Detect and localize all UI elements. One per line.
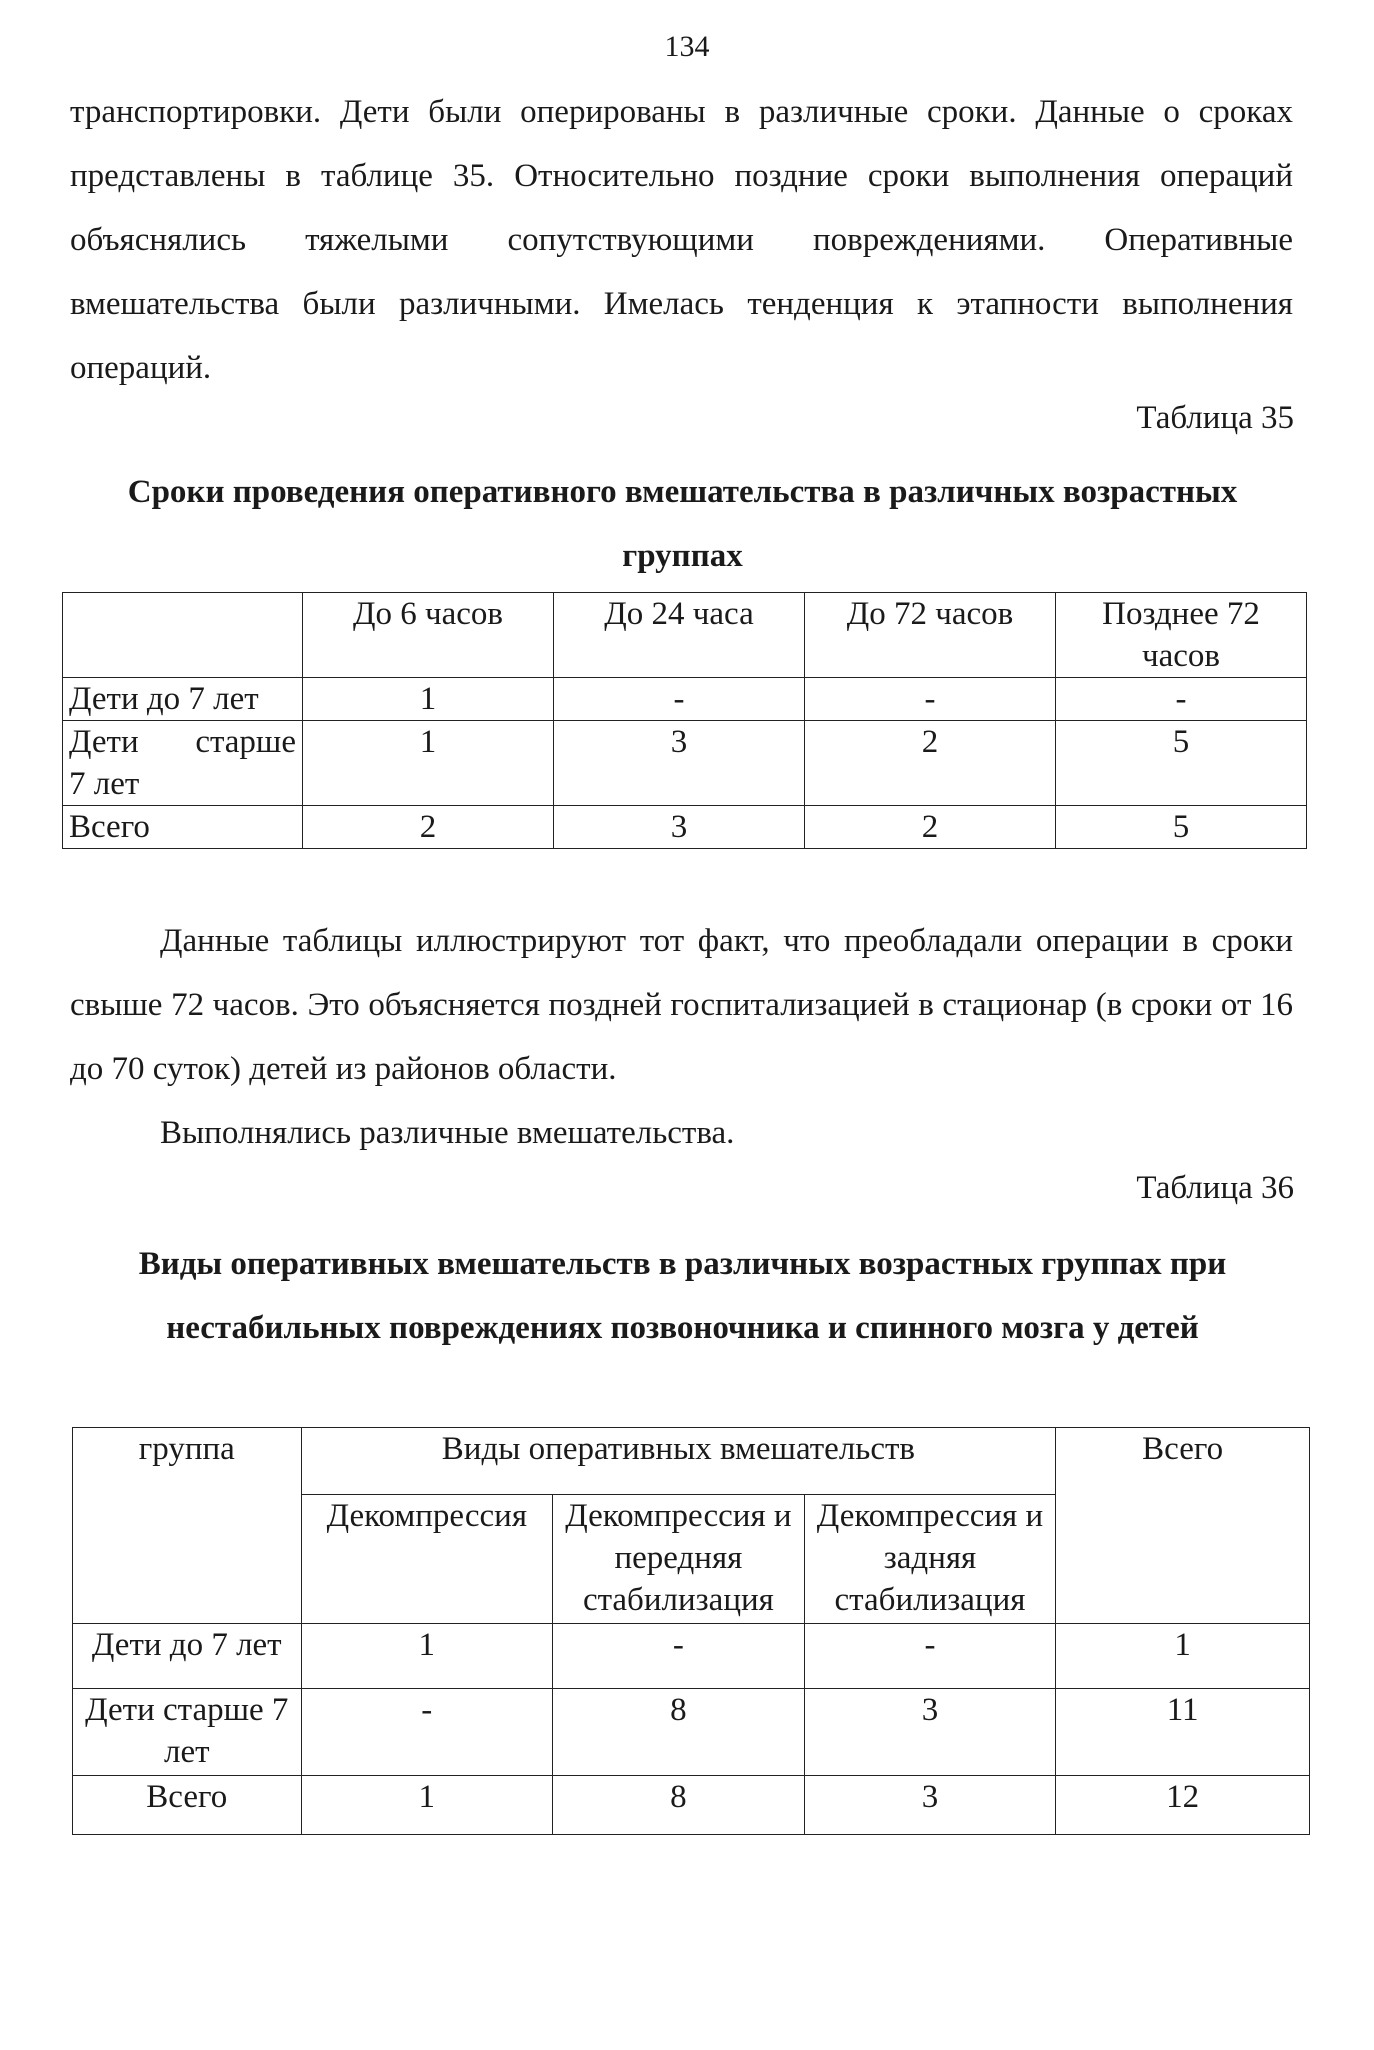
table-35-row <box>63 721 1307 806</box>
table-35-header-cell: Позднее 72 часов <box>1056 593 1307 678</box>
table-36-cell: 1 <box>1056 1624 1310 1689</box>
table-35-cell: 3 <box>554 721 805 806</box>
table-36-row <box>73 1624 1310 1689</box>
table-36-cell: 3 <box>804 1689 1056 1776</box>
table-35-cell: 2 <box>805 721 1056 806</box>
table-36-subheader-cell: Декомпрессия и передняя стабилизация <box>553 1495 805 1624</box>
paragraph-1: транспортировки. Дети были оперированы в различные сроки. Данные о сроках представлены в таблице 35. Относительно поздние сроки выполнения операций объяснялись тяжелыми сопутствующими повреждениями. Оперативные вмешательства были различными. Имелась тенденция к этапности выполнения операций. <box>70 94 1293 386</box>
table-35-row <box>63 806 1307 849</box>
table-36-cell: 8 <box>553 1689 805 1776</box>
table-35-cell: 3 <box>554 806 805 849</box>
paragraph-2: Данные таблицы иллюстрируют тот факт, что преобладали операции в сроки свыше 72 часов. Это объясняется поздней госпитализацией в стационар (в сроки от 16 до 70 суток) детей из районов области. <box>70 923 1293 1087</box>
table-36-row-label: Дети до 7 лет <box>73 1624 302 1689</box>
paragraph-3: Выполнялись различные вмешательства. <box>160 1115 735 1151</box>
table-36-cell: - <box>553 1624 805 1689</box>
table-36-header-types: Виды оперативных вмешательств <box>301 1428 1056 1495</box>
table-35 <box>62 592 1307 849</box>
table-35-title: Сроки проведения оперативного вмешательства в различных возрастных группах <box>127 474 1238 574</box>
table-35-cell: 2 <box>303 806 554 849</box>
table-35-cell: 1 <box>303 678 554 721</box>
table-36-row <box>73 1776 1310 1835</box>
table-35-cell: 1 <box>303 721 554 806</box>
table-36-header-total: Всего <box>1056 1428 1310 1624</box>
table-35-cell: - <box>1056 678 1307 721</box>
table-35-row-label: Всего <box>63 806 303 849</box>
table-35-header-row <box>63 593 1307 678</box>
table-35-row-label <box>63 721 303 806</box>
table-36-header-row <box>73 1428 1310 1495</box>
table-35-cell: 5 <box>1056 806 1307 849</box>
table-36-cell: 1 <box>301 1624 553 1689</box>
table-36-caption: Таблица 36 <box>1136 1170 1294 1206</box>
table-35-row <box>63 678 1307 721</box>
table-35-row-label-word: старше <box>195 724 296 760</box>
table-35-header-cell: До 72 часов <box>805 593 1056 678</box>
table-35-header-cell: До 6 часов <box>303 593 554 678</box>
table-35-cell: 5 <box>1056 721 1307 806</box>
table-35-row-label-word: Дети <box>69 724 139 760</box>
table-35-header-cell: До 24 часа <box>554 593 805 678</box>
table-36-cell: 12 <box>1056 1776 1310 1835</box>
table-36-cell: - <box>301 1689 553 1776</box>
table-35-cell: - <box>554 678 805 721</box>
table-36-subheader-cell: Декомпрессия и задняя стабилизация <box>804 1495 1056 1624</box>
table-35-cell: 2 <box>805 806 1056 849</box>
table-36-row-label: Дети старше 7 лет <box>73 1689 302 1776</box>
table-36-cell: 1 <box>301 1776 553 1835</box>
table-35-row-label-line2: 7 лет <box>69 766 140 802</box>
table-35-cell: - <box>805 678 1056 721</box>
table-35-header-cell-empty <box>63 593 303 678</box>
table-36-title: Виды оперативных вмешательств в различных возрастных группах при нестабильных повреждениях позвоночника и спинного мозга у детей <box>138 1246 1227 1346</box>
table-35-caption: Таблица 35 <box>1136 400 1294 436</box>
table-36-cell: 3 <box>804 1776 1056 1835</box>
table-36-cell: 11 <box>1056 1689 1310 1776</box>
table-36 <box>72 1427 1310 1835</box>
table-36-cell: 8 <box>553 1776 805 1835</box>
table-36-row-label: Всего <box>73 1776 302 1835</box>
table-36-subheader-cell: Декомпрессия <box>301 1495 553 1624</box>
table-36-row <box>73 1689 1310 1776</box>
table-35-row-label-line1 <box>69 721 296 763</box>
table-35-row-label: Дети до 7 лет <box>63 678 303 721</box>
page-number: 134 <box>664 30 710 63</box>
table-36-cell: - <box>804 1624 1056 1689</box>
table-36-header-group: группа <box>73 1428 302 1624</box>
